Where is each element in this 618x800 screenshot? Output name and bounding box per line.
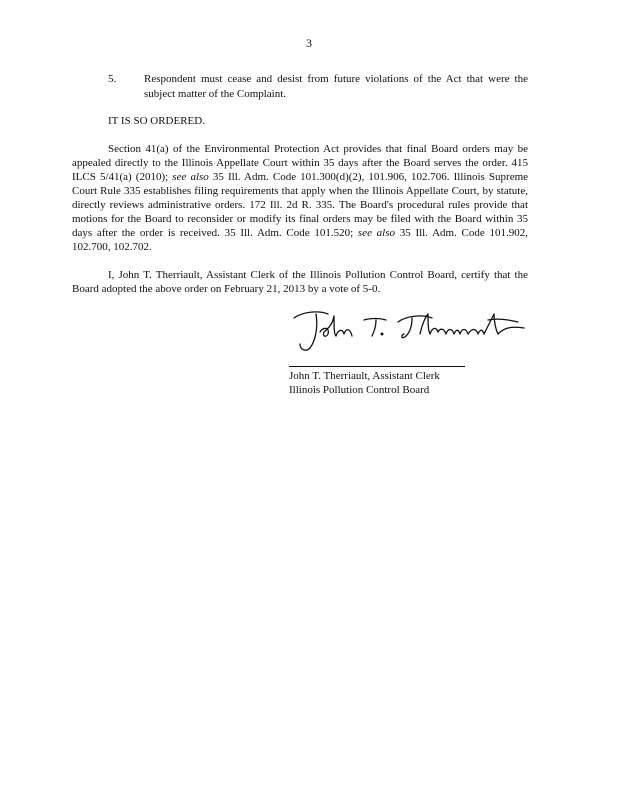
see-also-citation-2: see also bbox=[357, 227, 396, 239]
see-also-citation-1: see also bbox=[172, 171, 209, 183]
certification-paragraph bbox=[72, 268, 528, 296]
appeal-paragraph bbox=[72, 142, 528, 254]
appeal-text-part3: 35 Ill. Adm. Code 101.902, 102.700, 102.702. bbox=[72, 227, 528, 253]
certification-text: I, John T. Therriault, Assistant Clerk of the Illinois Pollution Control Board, certify that the Board adopted the above order on February 21, 2013 by a vote of 5-0. bbox=[72, 269, 528, 295]
appeal-text-part1: Section 41(a) of the Environmental Protection Act provides that final Board orders may be appealed directly to the Illinois Appellate Court within 35 days after the Board serves the order. 415 ILCS 5/41(a) (2010); bbox=[72, 143, 528, 183]
handwritten-signature bbox=[288, 306, 528, 356]
item-text: Respondent must cease and desist from future violations of the Act that were the subject matter of the Complaint. bbox=[144, 73, 528, 100]
signer-name-title: John T. Therriault, Assistant Clerk bbox=[289, 370, 440, 382]
item-number: 5. bbox=[108, 73, 117, 85]
signature-line bbox=[289, 366, 465, 367]
so-ordered-line: IT IS SO ORDERED. bbox=[108, 115, 205, 127]
page-number: 3 bbox=[306, 36, 312, 50]
signer-organization: Illinois Pollution Control Board bbox=[289, 384, 430, 396]
appeal-text-part2: 35 Ill. Adm. Code 101.300(d)(2), 101.906, 102.706. Illinois Supreme Court Rule 335 establishes filing requirements that apply when the Illinois Appellate Court, by statute, directly reviews administrative orders. 172 Ill. 2d R. 335. The Board's procedural rules provide that motions for the Board to reconsider or modify its final orders may be filed with the Board within 35 days after the order is received. 35 Ill. Adm. Code 101.520; bbox=[72, 171, 529, 239]
signature-block bbox=[289, 369, 440, 397]
order-item-5 bbox=[108, 72, 528, 102]
